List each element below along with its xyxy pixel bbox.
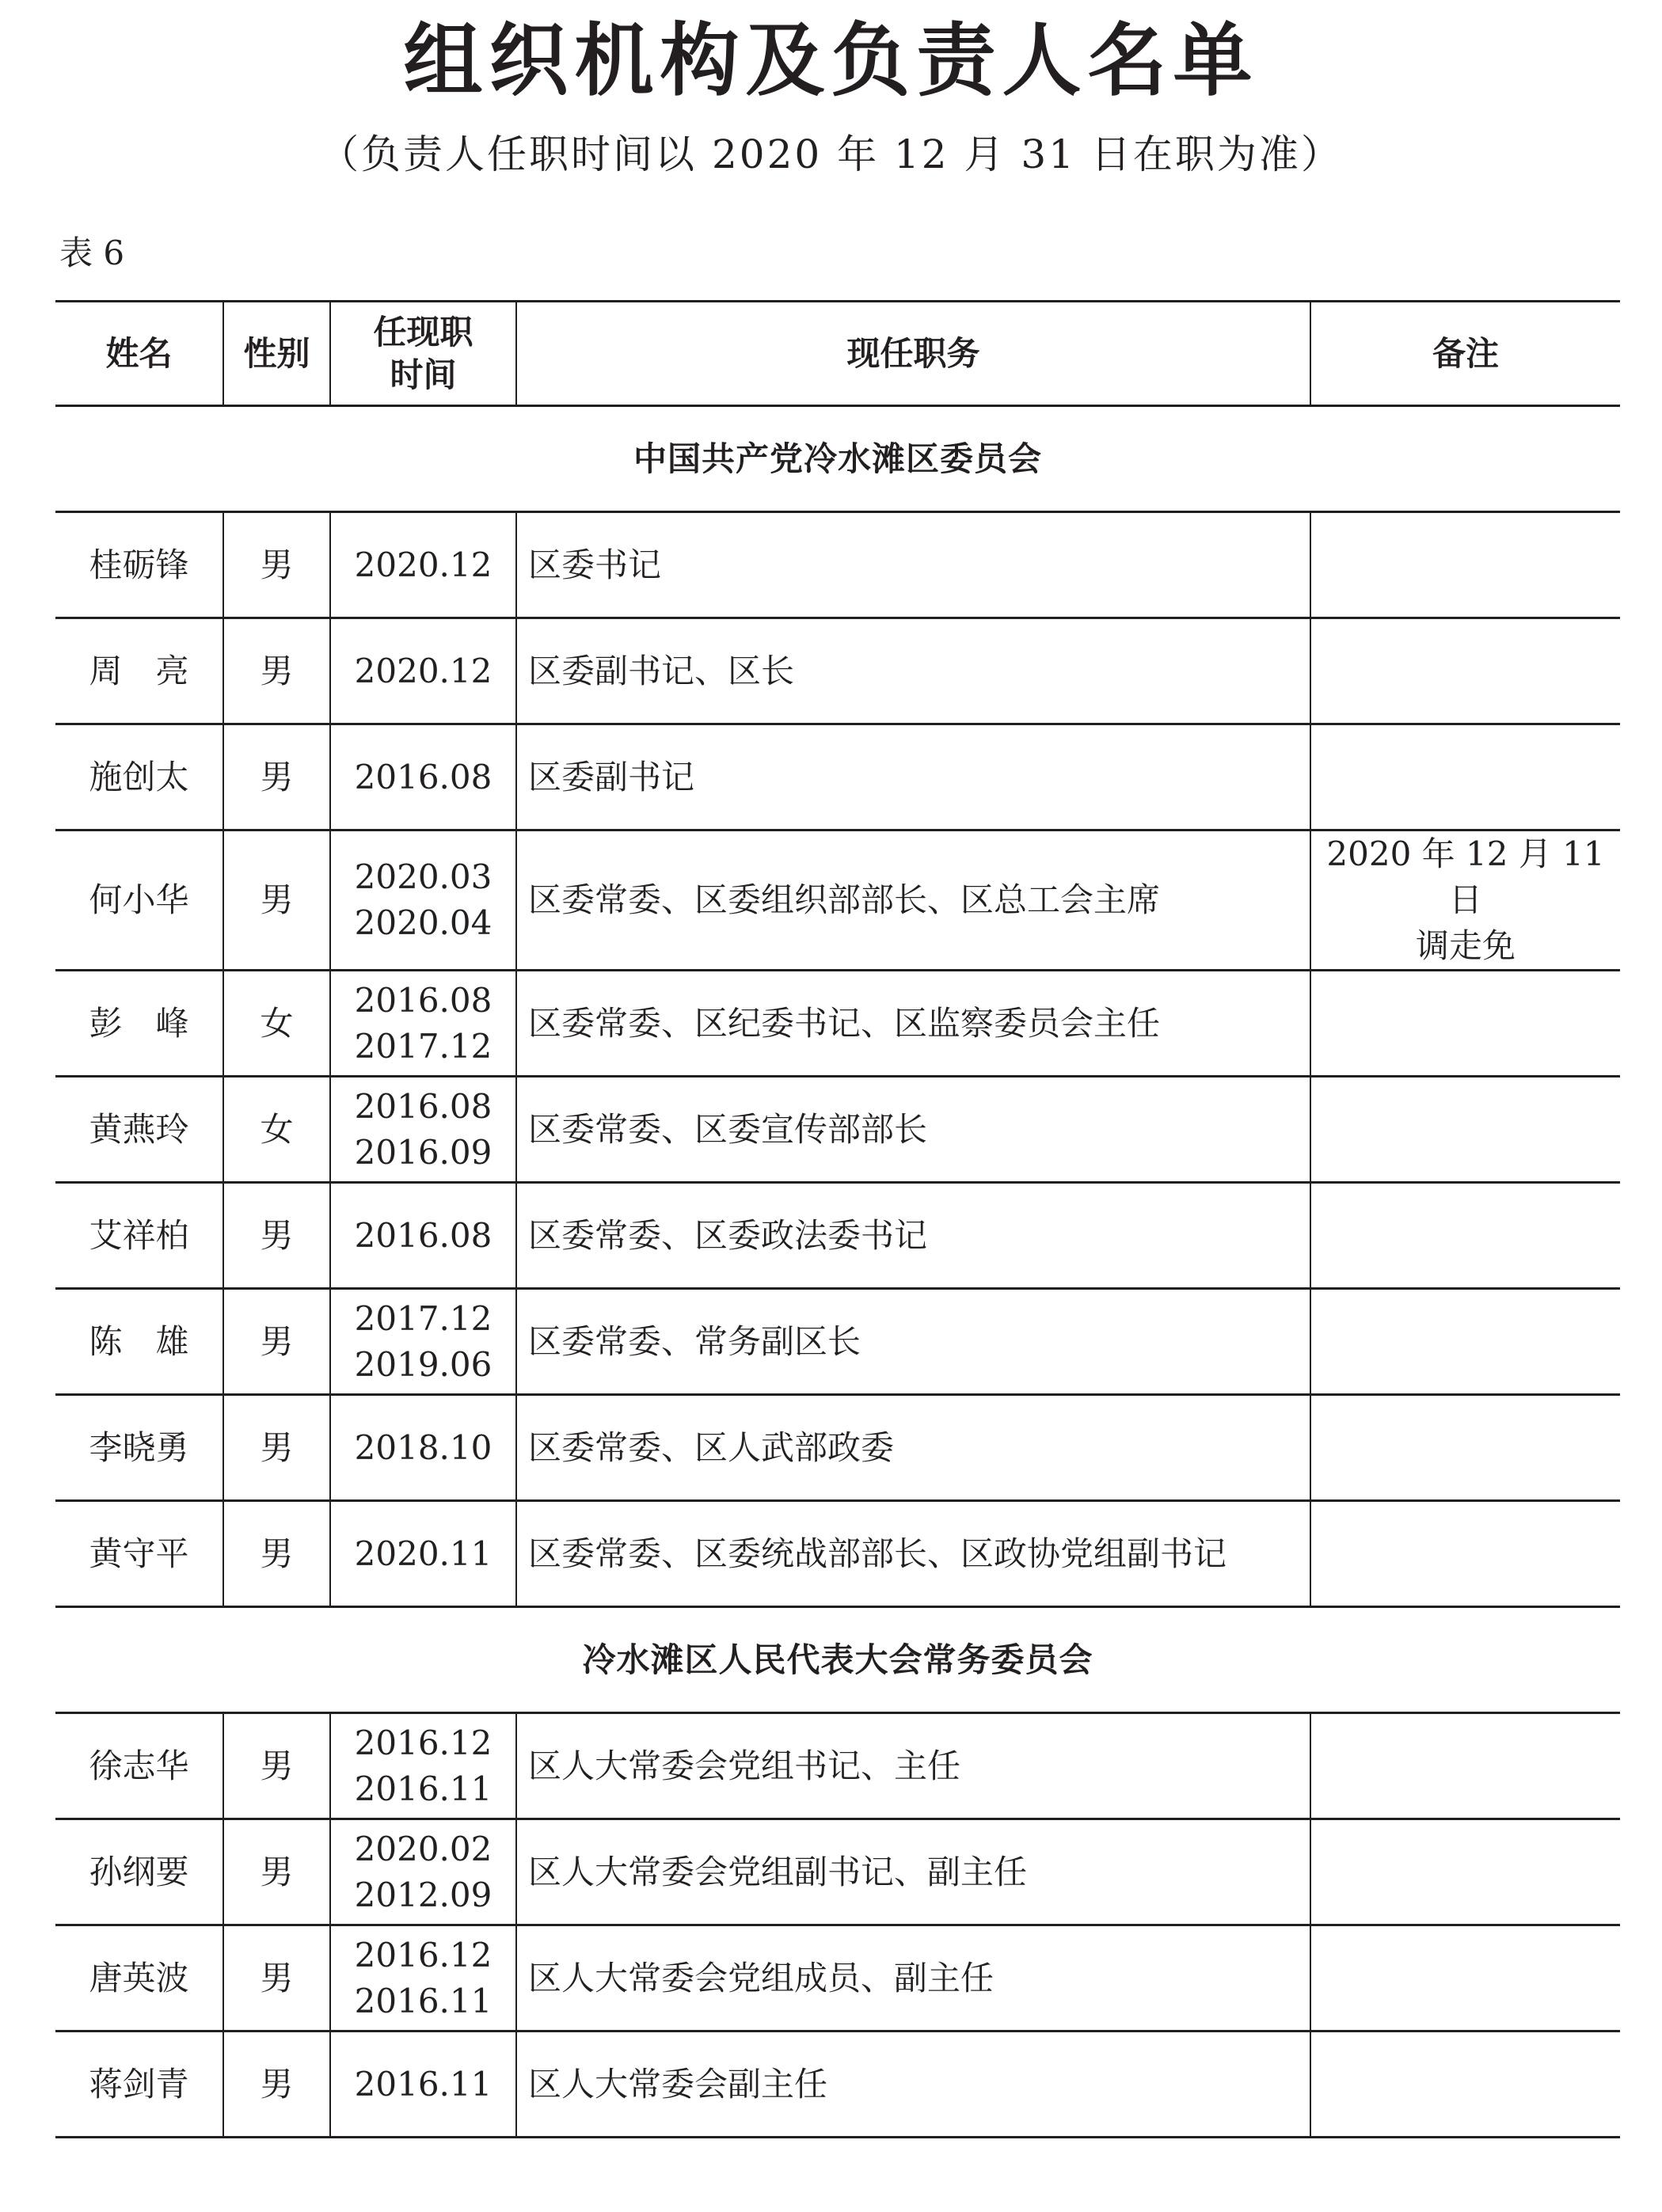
cell-duty: 区委常委、区委统战部部长、区政协党组副书记 <box>516 1501 1310 1607</box>
roster-body <box>55 406 1620 2138</box>
section-row <box>55 1607 1620 1713</box>
cell-remark-line2: 调走免 <box>1415 926 1516 965</box>
cell-name: 何小华 <box>55 830 223 971</box>
cell-date-line1: 2018.10 <box>354 1427 493 1467</box>
cell-duty: 区人大常委会党组成员、副主任 <box>516 1925 1310 2031</box>
cell-remark <box>1310 971 1620 1077</box>
cell-name: 陈 雄 <box>55 1289 223 1395</box>
header-date-line2: 时间 <box>390 355 457 394</box>
cell-name: 桂砺锋 <box>55 512 223 618</box>
section-title: 中国共产党冷水滩区委员会 <box>55 406 1620 512</box>
cell-date <box>330 1077 516 1183</box>
cell-date-line2: 2020.04 <box>354 903 493 942</box>
cell-date <box>330 512 516 618</box>
table-row <box>55 1713 1620 1819</box>
cell-remark <box>1310 724 1620 830</box>
cell-gender: 男 <box>223 512 330 618</box>
cell-date-line2: 2016.11 <box>354 1769 493 1808</box>
cell-gender: 男 <box>223 1183 330 1289</box>
table-row <box>55 512 1620 618</box>
cell-duty: 区委常委、区人武部政委 <box>516 1395 1310 1501</box>
table-row <box>55 1077 1620 1183</box>
cell-date-line1: 2020.11 <box>354 1534 493 1573</box>
cell-date-line1: 2020.02 <box>354 1829 493 1868</box>
cell-gender: 男 <box>223 830 330 971</box>
cell-date <box>330 1819 516 1925</box>
page-title: 组织机构及负责人名单 <box>403 14 1259 107</box>
cell-gender: 男 <box>223 618 330 724</box>
cell-gender: 男 <box>223 724 330 830</box>
cell-gender: 男 <box>223 1925 330 2031</box>
cell-name: 孙纲要 <box>55 1819 223 1925</box>
cell-date-line1: 2016.08 <box>354 1215 493 1255</box>
cell-duty: 区委常委、区委宣传部部长 <box>516 1077 1310 1183</box>
cell-duty: 区委副书记 <box>516 724 1310 830</box>
cell-duty: 区委副书记、区长 <box>516 618 1310 724</box>
cell-date-line1: 2016.08 <box>354 1086 493 1126</box>
cell-remark <box>1310 1819 1620 1925</box>
cell-name: 施创太 <box>55 724 223 830</box>
header-name: 姓名 <box>55 302 223 406</box>
cell-remark <box>1310 2031 1620 2138</box>
cell-duty: 区委常委、区委政法委书记 <box>516 1183 1310 1289</box>
table-row <box>55 1289 1620 1395</box>
cell-name: 李晓勇 <box>55 1395 223 1501</box>
cell-remark <box>1310 1395 1620 1501</box>
cell-remark <box>1310 618 1620 724</box>
table-row <box>55 830 1620 971</box>
table-row <box>55 2031 1620 2138</box>
cell-gender: 男 <box>223 1289 330 1395</box>
section-row <box>55 406 1620 512</box>
cell-date <box>330 1289 516 1395</box>
cell-duty: 区人大常委会副主任 <box>516 2031 1310 2138</box>
cell-name: 徐志华 <box>55 1713 223 1819</box>
cell-remark <box>1310 1289 1620 1395</box>
cell-duty: 区委常委、区纪委书记、区监察委员会主任 <box>516 971 1310 1077</box>
table-row <box>55 1501 1620 1607</box>
section-title: 冷水滩区人民代表大会常务委员会 <box>55 1607 1620 1713</box>
cell-remark <box>1310 830 1620 971</box>
cell-date-line1: 2016.11 <box>354 2064 493 2104</box>
cell-gender: 女 <box>223 971 330 1077</box>
cell-date <box>330 971 516 1077</box>
cell-date-line1: 2016.12 <box>354 1935 493 1974</box>
cell-name: 周 亮 <box>55 618 223 724</box>
cell-date-line2: 2019.06 <box>354 1344 493 1384</box>
cell-date-line1: 2020.12 <box>354 651 493 690</box>
header-duty: 现任职务 <box>516 302 1310 406</box>
cell-name: 彭 峰 <box>55 971 223 1077</box>
cell-name: 艾祥柏 <box>55 1183 223 1289</box>
table-label: 表 6 <box>59 234 125 272</box>
cell-duty: 区人大常委会党组副书记、副主任 <box>516 1819 1310 1925</box>
cell-date <box>330 1713 516 1819</box>
table-row <box>55 971 1620 1077</box>
header-row <box>55 302 1620 406</box>
cell-date-line1: 2020.03 <box>354 857 493 896</box>
cell-date-line1: 2017.12 <box>354 1298 493 1338</box>
cell-remark <box>1310 1077 1620 1183</box>
cell-date <box>330 1501 516 1607</box>
cell-remark <box>1310 1183 1620 1289</box>
cell-gender: 男 <box>223 1713 330 1819</box>
table-row <box>55 1925 1620 2031</box>
cell-date-line2: 2016.11 <box>354 1981 493 2020</box>
cell-name: 黄燕玲 <box>55 1077 223 1183</box>
table-row <box>55 724 1620 830</box>
cell-remark <box>1310 1501 1620 1607</box>
table-row <box>55 618 1620 724</box>
cell-date <box>330 830 516 971</box>
cell-date-line1: 2020.12 <box>354 545 493 584</box>
cell-duty: 区委常委、区委组织部部长、区总工会主席 <box>516 830 1310 971</box>
cell-date-line2: 2012.09 <box>354 1875 493 1914</box>
cell-date <box>330 1925 516 2031</box>
cell-gender: 男 <box>223 2031 330 2138</box>
cell-name: 蒋剑青 <box>55 2031 223 2138</box>
header-date-line1: 任现职 <box>373 312 473 352</box>
cell-gender: 男 <box>223 1395 330 1501</box>
cell-date-line1: 2016.08 <box>354 980 493 1020</box>
cell-name: 黄守平 <box>55 1501 223 1607</box>
cell-date <box>330 2031 516 2138</box>
page-subtitle: （负责人任职时间以 2020 年 12 月 31 日在职为准） <box>319 131 1343 177</box>
cell-gender: 女 <box>223 1077 330 1183</box>
cell-name: 唐英波 <box>55 1925 223 2031</box>
cell-date-line1: 2016.08 <box>354 757 493 796</box>
header-remark: 备注 <box>1310 302 1620 406</box>
cell-date <box>330 724 516 830</box>
cell-remark-line1: 2020 年 12 月 11 日 <box>1326 834 1605 919</box>
cell-date-line2: 2017.12 <box>354 1026 493 1066</box>
cell-remark <box>1310 1925 1620 2031</box>
cell-gender: 男 <box>223 1501 330 1607</box>
cell-remark <box>1310 512 1620 618</box>
cell-date <box>330 1395 516 1501</box>
cell-date-line1: 2016.12 <box>354 1723 493 1762</box>
table-row <box>55 1183 1620 1289</box>
cell-duty: 区委常委、常务副区长 <box>516 1289 1310 1395</box>
cell-gender: 男 <box>223 1819 330 1925</box>
table-row <box>55 1395 1620 1501</box>
header-date <box>330 302 516 406</box>
table-row <box>55 1819 1620 1925</box>
cell-remark <box>1310 1713 1620 1819</box>
cell-duty: 区委书记 <box>516 512 1310 618</box>
header-gender: 性别 <box>223 302 330 406</box>
roster-table <box>55 300 1620 2138</box>
cell-date <box>330 1183 516 1289</box>
cell-date <box>330 618 516 724</box>
cell-duty: 区人大常委会党组书记、主任 <box>516 1713 1310 1819</box>
cell-date-line2: 2016.09 <box>354 1132 493 1172</box>
